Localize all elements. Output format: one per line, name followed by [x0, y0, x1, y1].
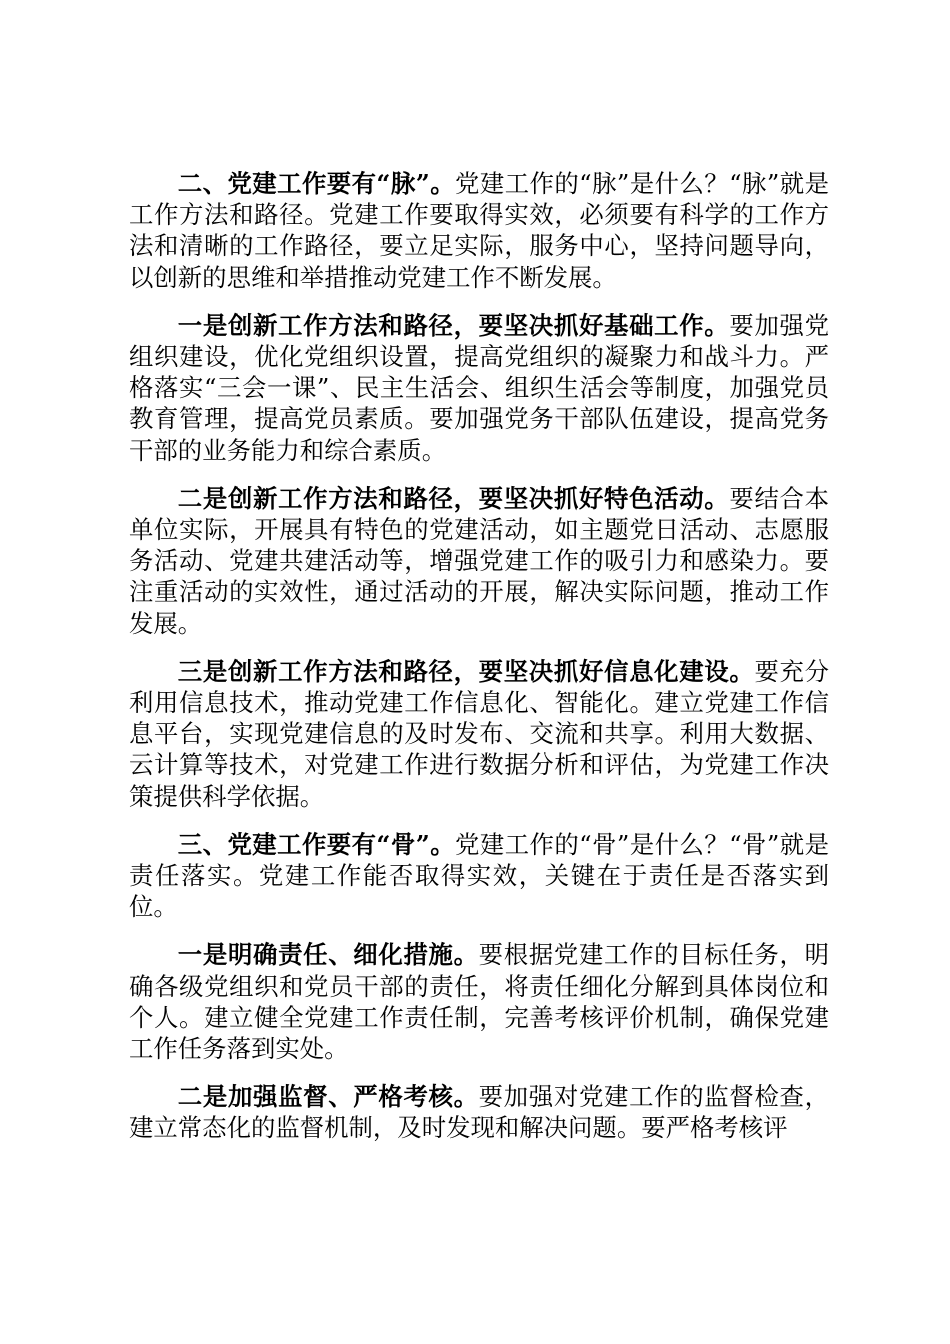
paragraph-informatization — [129, 656, 829, 812]
paragraph-heading: 三、党建工作要有“骨”。 — [177, 829, 456, 859]
paragraph-heading: 二是创新工作方法和路径，要坚决抓好特色活动。 — [177, 483, 730, 513]
section-paragraph-mai — [129, 168, 829, 293]
paragraph-body: 要结合本单位实际，开展具有特色的党建活动，如主题党日活动、志愿服务活动、党建共建活动等，增强党建工作的吸引力和感染力。要注重活动的实效性，通过活动的开展，解决实际问题，推动工作发展。 — [129, 483, 829, 638]
paragraph-clarify-responsibility — [129, 939, 829, 1064]
document-page — [129, 168, 829, 1161]
paragraph-heading: 二是加强监督、严格考核。 — [177, 1082, 479, 1112]
paragraph-heading: 三是创新工作方法和路径，要坚决抓好信息化建设。 — [177, 656, 755, 686]
paragraph-basic-work — [129, 310, 829, 466]
paragraph-special-activities — [129, 483, 829, 639]
paragraph-body: 党建工作的“骨”是什么？“骨”就是责任落实。党建工作能否取得实效，关键在于责任是否落实到位。 — [129, 829, 829, 922]
paragraph-heading: 二、党建工作要有“脉”。 — [177, 169, 456, 198]
paragraph-body: 党建工作的“脉”是什么？“脉”就是工作方法和路径。党建工作要取得实效，必须要有科学的工作方法和清晰的工作路径，要立足实际，服务中心，坚持问题导向，以创新的思维和举措推动党建工作不断发展。 — [129, 169, 829, 292]
paragraph-body: 要根据党建工作的目标任务，明确各级党组织和党员干部的责任，将责任细化分解到具体岗位和个人。建立健全党建工作责任制，完善考核评价机制，确保党建工作任务落到实处。 — [129, 940, 829, 1064]
paragraph-body: 要加强对党建工作的监督检查，建立常态化的监督机制，及时发现和解决问题。要严格考核评 — [129, 1082, 829, 1143]
paragraph-supervision — [129, 1081, 829, 1143]
paragraph-body: 要加强党组织建设，优化党组织设置，提高党组织的凝聚力和战斗力。严格落实“三会一课”、民主生活会、组织生活会等制度，加强党员教育管理，提高党员素质。要加强党务干部队伍建设，提高党务干部的业务能力和综合素质。 — [129, 310, 829, 465]
paragraph-heading: 一是明确责任、细化措施。 — [177, 940, 479, 970]
section-paragraph-gu — [129, 829, 829, 923]
paragraph-heading: 一是创新工作方法和路径，要坚决抓好基础工作。 — [177, 310, 730, 340]
paragraph-body: 要充分利用信息技术，推动党建工作信息化、智能化。建立党建工作信息平台，实现党建信息的及时发布、交流和共享。利用大数据、云计算等技术，对党建工作进行数据分析和评估，为党建工作决策提供科学依据。 — [129, 656, 829, 811]
